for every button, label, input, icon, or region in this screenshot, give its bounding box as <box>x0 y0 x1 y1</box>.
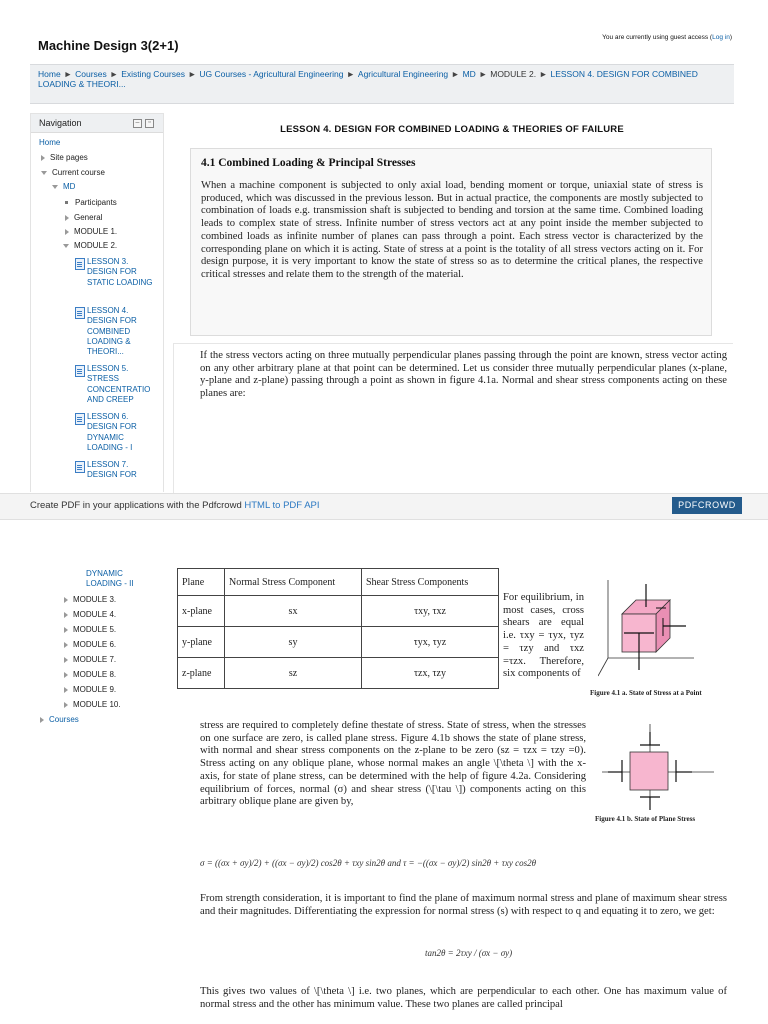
breadcrumb-separator: ► <box>451 69 460 79</box>
navigation-title: Navigation <box>39 118 82 128</box>
pdfcrowd-button[interactable]: PDFCROWD <box>672 497 742 514</box>
table-row <box>178 596 499 627</box>
login-suffix: ) <box>729 34 732 41</box>
breadcrumb-agricultural-engineering[interactable]: Agricultural Engineering <box>357 69 449 79</box>
breadcrumb-module2: MODULE 2. <box>490 69 537 79</box>
navigation-block <box>30 113 164 492</box>
dock-icon[interactable]: – <box>133 119 142 128</box>
nav-lesson6[interactable]: LESSON 6. DESIGN FOR DYNAMIC LOADING - I <box>87 412 137 452</box>
page-icon <box>75 461 85 473</box>
nav-lesson7[interactable]: LESSON 7. DESIGN FOR <box>87 460 137 480</box>
paragraph-plane-stress: stress are required to completely define thestate of stress. State of stress, when the stresses on one surface are zero, is called plane stress. Figure 4.1b shows the state of plane stress, with normal and shear stress components on the z-plane to be zero (sz = τzx = τzy =0). Stress acting on any oblique plane, whose normal makes an angle \[\theta \] with the x-axis, for state of plane stress, can be determined with the help of figure 4.2a. Considering equilibrium of forces, normal (σ) and shear stress (\[\tau \]) components acting on this arbitrary oblique plane are given by, <box>200 720 586 808</box>
login-info <box>602 34 732 41</box>
nav-md[interactable]: MD <box>52 181 75 192</box>
paragraph-principal-planes: This gives two values of \[\theta \] i.e. two planes, which are perpendicular to each other. One has maximum value of normal stress and the other has minimum value. These two planes are called principal <box>200 986 727 1010</box>
expand-arrow-icon <box>40 717 44 723</box>
formula-normal-shear-stress: σ = ((σx + σy)/2) + ((σx − σy)/2) cos2θ + τxy sin2θ and τ = −((σx − σy)/2) sin2θ + τxy cos2θ <box>200 858 536 868</box>
site-title: Machine Design 3(2+1) <box>38 38 179 53</box>
page-icon <box>75 258 85 270</box>
table-cell: τzx, τzy <box>362 658 499 689</box>
nav-site-pages[interactable]: Site pages <box>41 152 88 163</box>
paragraph-equilibrium: For equilibrium, in most cases, cross shears are equal i.e. τxy = τyx, τyz = τzy and τxz =τzx. Therefore, six components of <box>503 592 584 680</box>
collapse-icon[interactable]: ▫ <box>145 119 154 128</box>
expand-arrow-icon <box>65 215 69 221</box>
pdf-api-link[interactable]: HTML to PDF API <box>244 500 320 511</box>
breadcrumb-existing-courses[interactable]: Existing Courses <box>121 69 185 79</box>
table-row <box>178 658 499 689</box>
content-box <box>173 343 733 494</box>
breadcrumb-bar <box>30 64 734 104</box>
figure-caption-4-1b: Figure 4.1 b. State of Plane Stress <box>595 815 696 823</box>
paragraph-stress-vectors: If the stress vectors acting on three mutually perpendicular planes passing through the point are known, stress vector acting on any other arbitrary plane at that point can be determined. Let us consider three mutually perpendicular planes (x-plane, y-plane and z-plane) passing through a point as shown in figure 4.1a. Normal and shear stress components acting on these planes are: <box>200 350 727 400</box>
table-header: Plane <box>178 569 225 596</box>
table-header-row <box>178 569 499 596</box>
login-prefix: You are currently using guest access ( <box>602 34 713 41</box>
nav-lesson4[interactable]: LESSON 4. DESIGN FOR COMBINED LOADING & THEORI... <box>87 306 137 357</box>
table-cell: τyx, τyz <box>362 627 499 658</box>
login-link[interactable]: Log in <box>712 34 730 41</box>
expand-arrow-icon <box>64 627 68 633</box>
nav-module8[interactable]: MODULE 8. <box>64 669 116 680</box>
breadcrumb-ug-courses[interactable]: UG Courses - Agricultural Engineering <box>199 69 344 79</box>
collapse-arrow-icon <box>52 185 58 189</box>
table-cell: sy <box>225 627 362 658</box>
expand-arrow-icon <box>64 672 68 678</box>
paragraph-strength-consideration: From strength consideration, it is important to find the plane of maximum normal stress and plane of maximum shear stress and their magnitudes. Differentiating the expression for normal stress (s) with respect to q and equating it to zero, we get: <box>200 893 727 917</box>
nav-module7[interactable]: MODULE 7. <box>64 654 116 665</box>
nav-module1[interactable]: MODULE 1. <box>65 226 117 237</box>
lesson-heading: LESSON 4. DESIGN FOR COMBINED LOADING & THEORIES OF FAILURE <box>280 124 624 135</box>
table-cell: z-plane <box>178 658 225 689</box>
table-row <box>178 627 499 658</box>
breadcrumb-separator: ► <box>187 69 197 79</box>
section-box <box>190 148 712 336</box>
nav-module2[interactable]: MODULE 2. <box>63 240 117 251</box>
page-icon <box>75 413 85 425</box>
breadcrumb-lesson4[interactable]: LESSON 4. DESIGN FOR COMBINED LOADING & THEORI... <box>38 69 698 89</box>
page-icon <box>75 307 85 319</box>
breadcrumb-md[interactable]: MD <box>462 69 476 79</box>
table-header: Normal Stress Component <box>225 569 362 596</box>
table-cell: sz <box>225 658 362 689</box>
breadcrumb-separator: ► <box>346 69 355 79</box>
expand-arrow-icon <box>64 597 68 603</box>
table-cell: x-plane <box>178 596 225 627</box>
stress-cube-figure <box>598 576 698 684</box>
nav-courses[interactable]: Courses <box>40 714 79 725</box>
pdf-banner-text: Create PDF in your applications with the Pdfcrowd HTML to PDF API <box>30 500 320 511</box>
nav-lesson5[interactable]: LESSON 5. STRESS CONCENTRATIO AND CREEP <box>87 364 151 404</box>
nav-module6[interactable]: MODULE 6. <box>64 639 116 650</box>
expand-arrow-icon <box>41 155 45 161</box>
nav-lesson3[interactable]: LESSON 3. DESIGN FOR STATIC LOADING <box>87 257 153 287</box>
navigation-header <box>31 114 163 133</box>
section-title: 4.1 Combined Loading & Principal Stresses <box>201 157 416 169</box>
nav-module9[interactable]: MODULE 9. <box>64 684 116 695</box>
table-cell: τxy, τxz <box>362 596 499 627</box>
stress-components-table <box>177 568 499 689</box>
breadcrumb-separator: ► <box>63 69 73 79</box>
breadcrumb-courses[interactable]: Courses <box>75 69 107 79</box>
nav-module4[interactable]: MODULE 4. <box>64 609 116 620</box>
breadcrumb-separator: ► <box>478 69 488 79</box>
collapse-arrow-icon <box>63 244 69 248</box>
nav-current-course[interactable]: Current course <box>41 167 105 178</box>
expand-arrow-icon <box>64 642 68 648</box>
nav-module3[interactable]: MODULE 3. <box>64 594 116 605</box>
bullet-icon <box>65 201 68 204</box>
breadcrumb-separator: ► <box>109 69 119 79</box>
table-header: Shear Stress Components <box>362 569 499 596</box>
expand-arrow-icon <box>64 702 68 708</box>
figure-caption-4-1a: Figure 4.1 a. State of Stress at a Point <box>590 689 702 697</box>
expand-arrow-icon <box>64 687 68 693</box>
nav-participants[interactable]: Participants <box>65 197 117 208</box>
nav-home[interactable]: Home <box>39 138 61 147</box>
pdf-banner <box>0 493 768 520</box>
expand-arrow-icon <box>65 229 69 235</box>
paragraph-combined-loading: When a machine component is subjected to only axial load, bending moment or torque, uniaxial state of stress is produced, which was discussed in the previous lesson. But in actual practice, the components are mostly subjected to combination of loads e.g. transmission shaft is subjected to bending and torsion at the same time. Combined loading leads to complex state of stress. Infinite number of stress vectors act at any point inside the member subjected to combined loads as infinite number of planes can pass through a point. Each stress vector is characterized by the corresponding plane on which it is acting. State of stress at a point is the totality of all stress vectors acting on it. For design purpose, it is very important to know the state of stress so as to determine the critical planes, the respective critical stresses and relate them to the strength of the material. <box>201 180 703 280</box>
formula-tan2theta: tan2θ = 2τxy / (σx − σy) <box>425 948 513 958</box>
page-icon <box>75 365 85 377</box>
nav-module10[interactable]: MODULE 10. <box>64 699 121 710</box>
breadcrumb-home[interactable]: Home <box>38 69 61 79</box>
nav-general[interactable]: General <box>65 212 102 223</box>
expand-arrow-icon <box>64 612 68 618</box>
nav-module5[interactable]: MODULE 5. <box>64 624 116 635</box>
table-cell: sx <box>225 596 362 627</box>
plane-stress-figure <box>600 720 716 812</box>
collapse-arrow-icon <box>41 171 47 175</box>
table-cell: y-plane <box>178 627 225 658</box>
expand-arrow-icon <box>64 657 68 663</box>
breadcrumb <box>38 69 726 89</box>
breadcrumb-separator: ► <box>539 69 548 79</box>
nav-lesson7-continued[interactable]: DYNAMIC LOADING - II <box>86 569 134 589</box>
